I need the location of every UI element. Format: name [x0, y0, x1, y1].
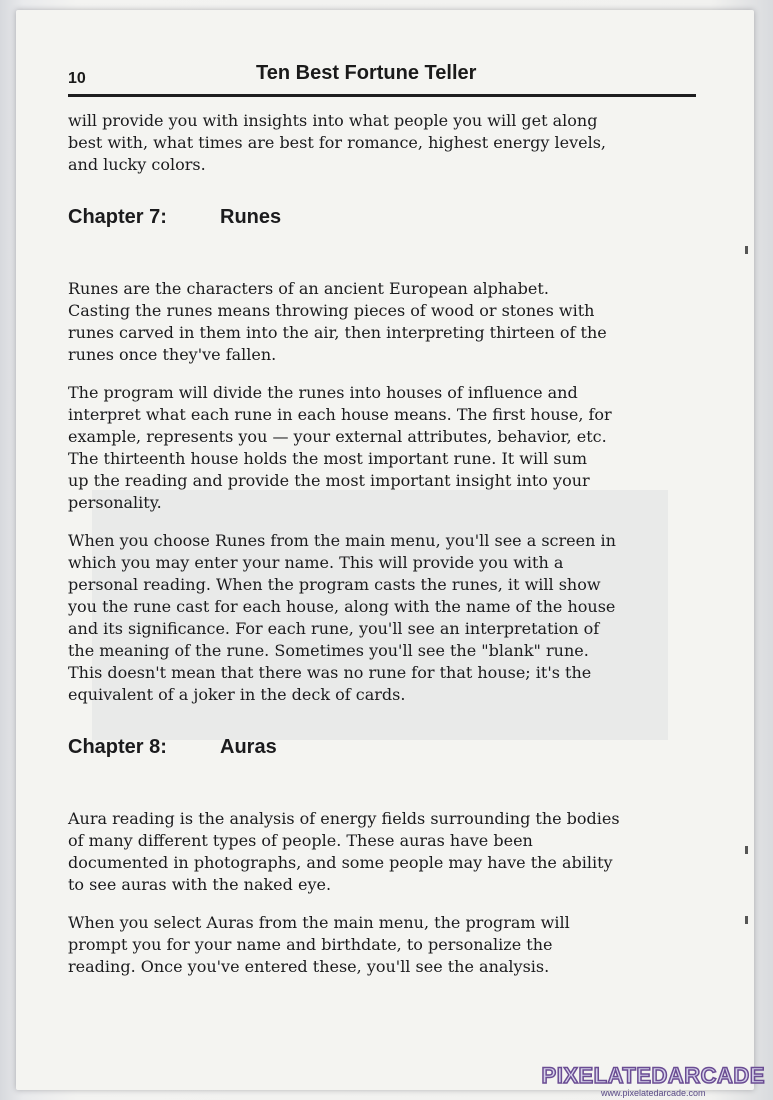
runes-paragraph-2: The program will divide the runes into houses of influence and interpret what each rune in each house means. The first house, for example, represents you — your external attributes, behavior, etc. The thirteenth house holds the most important rune. It will sum up the reading and provide the most important insight into your personality.: [68, 383, 612, 512]
binding-mark: [745, 246, 748, 254]
running-title: Ten Best Fortune Teller: [256, 62, 477, 84]
page-header: [68, 62, 696, 97]
manual-page: [16, 10, 754, 1090]
watermark: [542, 1064, 765, 1098]
watermark-url: www.pixelatedarcade.com: [600, 1088, 706, 1098]
chapter-8-number: Chapter 8:: [68, 736, 167, 758]
page-body: [68, 110, 708, 994]
auras-paragraph-2: When you select Auras from the main menu, the program will prompt you for your name and birthdate, to personalize the reading. Once you've entered these, you'll see the analysis.: [68, 913, 570, 976]
watermark-brand: PIXELATEDARCADE: [541, 1063, 765, 1088]
chapter-7-number: Chapter 7:: [68, 206, 167, 228]
chapter-7-title: Runes: [220, 206, 282, 228]
intro-paragraph: will provide you with insights into what people you will get along best with, what times are best for romance, highest energy levels, and lucky colors.: [68, 111, 606, 174]
chapter-7-heading: [68, 206, 708, 230]
chapter-8-title: Auras: [220, 736, 277, 758]
runes-paragraph-1: Runes are the characters of an ancient European alphabet. Casting the runes means throwing pieces of wood or stones with runes carved in them into the air, then interpreting thirteen of the runes once they've fallen.: [68, 279, 607, 364]
runes-paragraph-3: When you choose Runes from the main menu, you'll see a screen in which you may enter your name. This will provide you with a personal reading. When the program casts the runes, it will show you the rune cast for each house, along with the name of the house and its significance. For each rune, you'll see an interpretation of the meaning of the rune. Sometimes you'll see the "blank" rune. This doesn't mean that there was no rune for that house; it's the equivalent of a joker in the deck of cards.: [68, 531, 616, 704]
binding-mark: [745, 846, 748, 854]
page-number: 10: [68, 70, 86, 87]
auras-paragraph-1: Aura reading is the analysis of energy fields surrounding the bodies of many different types of people. These auras have been documented in photographs, and some people may have the ability to see auras with the naked eye.: [68, 809, 620, 894]
binding-mark: [745, 916, 748, 924]
chapter-8-heading: [68, 736, 708, 760]
